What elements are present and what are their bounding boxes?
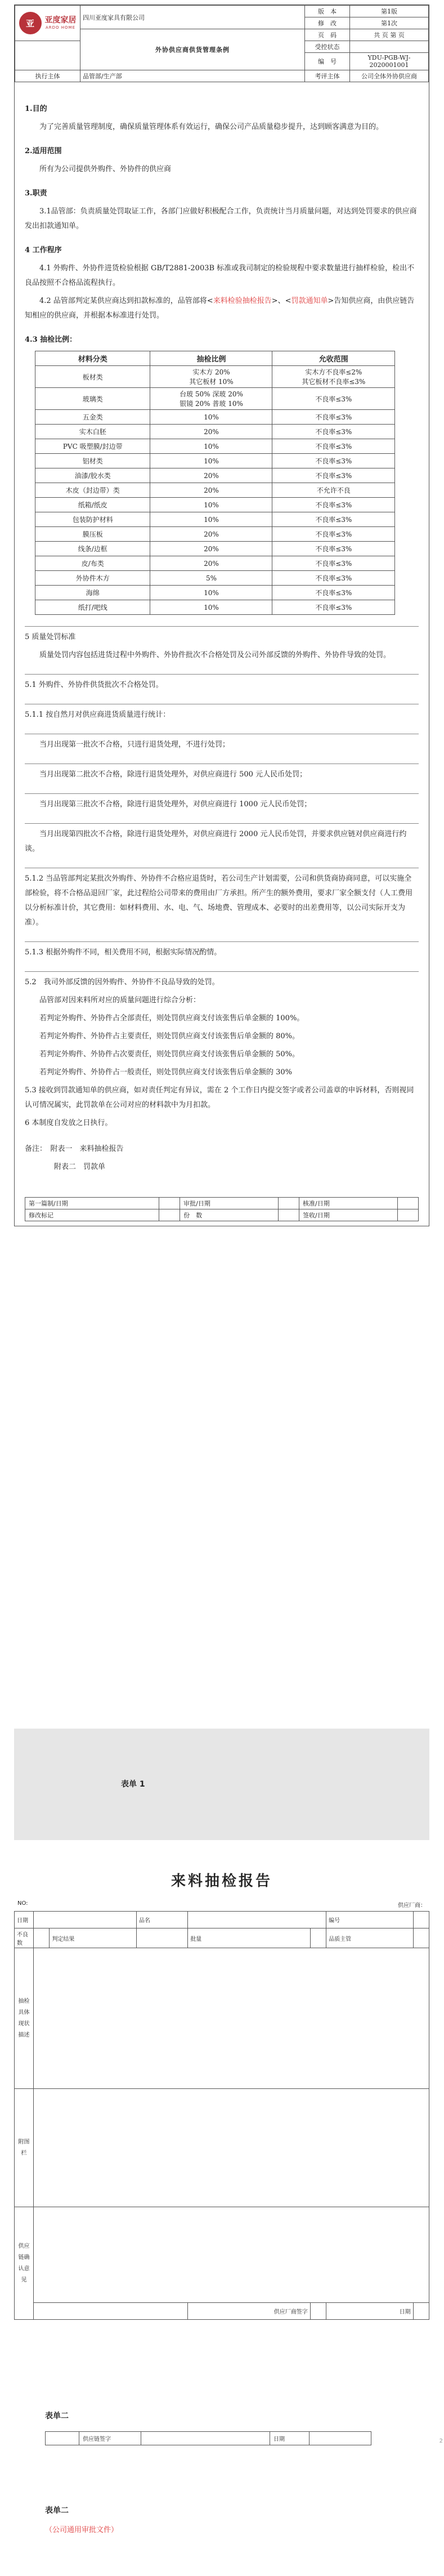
table-cell-cat: 油漆/胶水类 (35, 468, 150, 483)
table-cell-ratio: 台玻 50% 深玻 20% 银镜 20% 普玻 10% (150, 388, 272, 410)
supply-chain-sign-field[interactable] (141, 2432, 270, 2445)
text-part: >告知供应商，由供应链告知相应的供应商，并根据本标准进行处罚。 (25, 297, 415, 320)
divider (25, 823, 419, 824)
table-row (35, 498, 395, 512)
section-text: 5.1.3 根据外购件不同，相关费用不同，根据实际情况酌情。 (25, 948, 222, 957)
footer-cell: 核准/日期 (299, 1198, 398, 1209)
table-cell-ratio: 20% (150, 527, 272, 542)
sampling-ratio-table (35, 351, 395, 615)
section-text: 若判定外购件、外协件占次要责任，则处罚供应商支付该张售后单金额的 50%。 (39, 1050, 300, 1059)
approval-document-link[interactable]: （公司通用审批文件） (45, 2526, 119, 2534)
meta-value (350, 41, 429, 53)
meta-value: 第1次 (350, 17, 429, 29)
footer-cell: 第一篇制/日期 (25, 1198, 159, 1209)
text-part: >、< (271, 297, 291, 305)
table-row (35, 425, 395, 439)
fine-notice-link[interactable]: 罚款通知单 (291, 297, 328, 305)
report-title: 来料抽检报告 (171, 1873, 272, 1890)
table-cell-accept: 不良率≤3% (272, 542, 395, 556)
table-cell-ratio: 10% (150, 439, 272, 454)
assess-value: 公司全体外协供应商 (350, 70, 429, 82)
approval-footer (25, 1197, 419, 1221)
report-cell: 判定结果 (50, 1928, 136, 1948)
section-text: 3.1品管部：负责质量处罚取证工作，各部门应做好积极配合工作，负责统计当月质量问题，对达到处罚要求的供应商发出扣款通知单。 (25, 207, 417, 230)
report-meta (14, 1900, 429, 1911)
meta-value: 第1版 (350, 6, 429, 17)
section-title: 1.目的 (25, 105, 47, 113)
meta-key: 版 本 (305, 6, 350, 17)
date-field[interactable] (413, 2303, 429, 2320)
table-row (35, 600, 395, 615)
sign-cell (46, 2432, 79, 2445)
report-cell: 品质主管 (326, 1928, 413, 1948)
table-cell-ratio: 20% (150, 542, 272, 556)
table-cell-accept: 不良率≤3% (272, 454, 395, 468)
table-cell-cat: 膜压板 (35, 527, 150, 542)
section-text: 4.1 外购件、外协件进货检验根据 GB/T2881-2003B 标准或我司制定的检验规程中要求数量进行抽样检验，检出不良品按照不合格品流程执行。 (25, 264, 415, 287)
section-title: 2.适用范围 (25, 147, 62, 155)
page-edge-mark: 2 (439, 2438, 443, 2444)
supply-chain-sign-label: 供应链签字 (79, 2432, 141, 2445)
table-cell-ratio: 10% (150, 410, 272, 425)
report-input-cell[interactable] (310, 1928, 326, 1948)
table-cell-ratio: 10% (150, 498, 272, 512)
meta-value: 共 页 第 页 (350, 29, 429, 41)
section-title: 4 工作程序 (25, 246, 62, 255)
regulation-document (14, 5, 429, 1226)
form-3-label: 表单二 (45, 2506, 69, 2515)
exec-value: 品管部/生产部 (80, 70, 305, 82)
footer-cell: 份 数 (180, 1209, 279, 1221)
table-row (35, 454, 395, 468)
section-text: 所有为公司提供外购件、外协件的供应商 (39, 165, 172, 173)
table-cell-ratio: 10% (150, 454, 272, 468)
meta-key: 修 改 (305, 17, 350, 29)
table-cell-accept: 不良率≤3% (272, 410, 395, 425)
inspection-report-link[interactable]: 来料检验抽检报告 (213, 297, 272, 305)
table-row (35, 542, 395, 556)
table-row (35, 556, 395, 571)
exec-label: 执行主体 (15, 70, 80, 82)
logo-name: 亚度家居 (44, 16, 77, 25)
image-area[interactable] (34, 2089, 429, 2207)
section-text: 当月出现第三批次不合格，除进行退货处理外，对供应商进行 1000 元人民币处罚； (39, 800, 312, 809)
table-cell-cat: 木皮（封边带）类 (35, 483, 150, 498)
table-row (35, 571, 395, 586)
table-cell-accept: 不良率≤3% (272, 468, 395, 483)
column-header: 抽检比例 (150, 351, 272, 366)
divider (25, 941, 419, 942)
report-cell: 批量 (188, 1928, 311, 1948)
section-text: 当月出现第二批次不合格，除进行退货处理外，对供应商进行 500 元人民币处罚； (39, 770, 307, 779)
footer-cell: 审批/日期 (180, 1198, 279, 1209)
divider (25, 793, 419, 794)
form-1-label: 表单 1 (121, 1780, 145, 1789)
footer-cell (397, 1209, 418, 1221)
logo-cell (15, 6, 80, 41)
date-field[interactable] (310, 2432, 371, 2445)
supplier-sign-label: 供应厂商签字 (188, 2303, 311, 2320)
section-text: 5.1.1 按自然月对供应商进货质量进行统计： (25, 711, 171, 719)
table-row (35, 586, 395, 600)
description-label: 抽检具体现状描述 (15, 1948, 34, 2089)
table-cell-ratio: 5% (150, 571, 272, 586)
image-section-label: 附图栏 (15, 2089, 34, 2207)
table-cell-accept: 不良率≤3% (272, 388, 395, 410)
table-cell-accept: 不良率≤3% (272, 586, 395, 600)
report-table (14, 1911, 429, 2320)
section-text: 若判定外购件、外协件占主要责任，则处罚供应商支付该张售后单金额的 80%。 (39, 1032, 300, 1041)
supplier-label: 供应厂商： (398, 1903, 426, 1909)
table-cell-cat: 皮/布类 (35, 556, 150, 571)
divider (25, 971, 419, 972)
supply-chain-opinion-area[interactable] (34, 2207, 429, 2303)
section-text: 6 本制度自发放之日执行。 (25, 1119, 113, 1127)
report-sign-spacer (34, 2303, 188, 2320)
table-cell-accept: 不良率≤3% (272, 571, 395, 586)
meta-value: YDU-PGB-WJ-2020001001 (350, 53, 429, 70)
table-cell-cat: 铝材类 (35, 454, 150, 468)
report-cell: 品名 (136, 1912, 187, 1928)
meta-key: 受控状态 (305, 41, 350, 53)
divider (25, 626, 419, 627)
section-title: 4.3 抽检比例： (25, 336, 77, 344)
supply-chain-sign-table (45, 2431, 371, 2445)
section-text: 若判定外购件、外协件占一般责任，则处罚供应商支付该张售后单金额的 30% (39, 1068, 293, 1077)
logo-spacer (15, 41, 80, 70)
sampling-table-body (35, 366, 395, 615)
table-cell-accept: 不良率≤3% (272, 527, 395, 542)
column-header: 允收范围 (272, 351, 395, 366)
footer-cell: 修改标记 (25, 1209, 159, 1221)
company-name: 四川亚度家具有限公司 (80, 6, 305, 29)
footer-cell: 签收/日期 (299, 1209, 398, 1221)
report-input-cell[interactable] (188, 1912, 326, 1928)
table-cell-ratio: 10% (150, 600, 272, 615)
company-logo (19, 12, 77, 34)
table-cell-ratio: 20% (150, 556, 272, 571)
logo-mark-icon: 亚 (19, 12, 42, 34)
table-row (35, 366, 395, 388)
footer-cell (278, 1209, 299, 1221)
date-label: 日期 (326, 2303, 413, 2320)
section-text: 5.3 接收到罚款通知单的供应商，如对责任判定有异议，需在 2 个工作日内提交签字或者公司盖章的申诉材料，否则视同认可情况属实，此罚款单在公司对应的材料款中为月扣款。 (25, 1086, 414, 1109)
table-cell-ratio: 20% (150, 483, 272, 498)
footer-cell (159, 1198, 180, 1209)
divider (25, 674, 419, 675)
table-cell-cat: 玻璃类 (35, 388, 150, 410)
table-cell-accept: 不良率≤3% (272, 556, 395, 571)
table-cell-cat: 纸箱/纸皮 (35, 498, 150, 512)
table-cell-ratio: 10% (150, 512, 272, 527)
section-text: 当月出现第四批次不合格，除进行退货处理外，对供应商进行 2000 元人民币处罚，并要求供应链对供应商进行约谈。 (25, 830, 407, 853)
table-cell-cat: 板材类 (35, 366, 150, 388)
section-title: 3.职责 (25, 189, 47, 198)
date-label: 日期 (270, 2432, 310, 2445)
form-1-band (14, 1729, 429, 1840)
section-text: 质量处罚内容包括进货过程中外购件、外协件批次不合格处罚及公司外部反馈的外购件、外协件导致的处罚。 (39, 651, 391, 659)
table-cell-accept: 不允许不良 (272, 483, 395, 498)
inspection-report (14, 1869, 429, 2320)
table-cell-accept: 不良率≤3% (272, 498, 395, 512)
appendix-text: 附表二 罚款单 (54, 1163, 106, 1171)
table-row (35, 388, 395, 410)
section-text: 5.1 外购件、外协件供货批次不合格处罚。 (25, 681, 163, 689)
table-cell-ratio: 实木方 20% 其它板材 10% (150, 366, 272, 388)
table-cell-ratio: 20% (150, 468, 272, 483)
section-title: 5 质量处罚标准 (25, 633, 76, 641)
remark-text: 备注： 附表一 来料抽检报告 (25, 1145, 124, 1153)
footer-cell (159, 1209, 180, 1221)
table-cell-ratio: 10% (150, 586, 272, 600)
section-text: 若判定外购件、外协件占全部责任，则处罚供应商支付该张售后单金额的 100%。 (39, 1014, 304, 1023)
table-cell-cat: 线条/边框 (35, 542, 150, 556)
section-text: 5.1.2 当品管部判定某批次外购件、外协件不合格应退货时，若公司生产计划需要，公司和供货商协商同意，可以实施全部检验，将不合格品退回厂家，此过程给公司带来的费用由厂方承担。所产生的额外费用，要求厂家全额支付（人工费用以分析标准计价，其它费用：如材料费用、水、电、气、场地费、管理成本、必要时的出差费用等，以公司实际开支为准）。 (25, 874, 413, 927)
report-input-cell[interactable] (413, 1928, 429, 1948)
table-cell-cat: 外协件木方 (35, 571, 150, 586)
table-row (35, 483, 395, 498)
table-cell-cat: 海绵 (35, 586, 150, 600)
logo-subtitle: ARDO HOME (45, 25, 75, 30)
table-cell-cat: 包装防护材料 (35, 512, 150, 527)
table-cell-ratio: 20% (150, 425, 272, 439)
section-text-4-2 (25, 294, 419, 323)
report-input-cell[interactable] (34, 1928, 50, 1948)
table-row (35, 468, 395, 483)
section-text: 为了完善质量管理制度，确保质量管理体系有效运行，确保公司产品质量稳步提升，达到顾客满意为目的。 (39, 123, 384, 131)
table-cell-accept: 不良率≤3% (272, 439, 395, 454)
section-text: 品管部对因来料所对应的质量问题进行综合分析： (39, 996, 201, 1004)
table-cell-accept: 不良率≤3% (272, 425, 395, 439)
table-cell-accept: 不良率≤3% (272, 512, 395, 527)
table-cell-cat: PVC 吸塑膜/封边带 (35, 439, 150, 454)
report-input-cell[interactable] (413, 1912, 429, 1928)
column-header: 材料分类 (35, 351, 150, 366)
table-row (35, 527, 395, 542)
report-cell: 日期 (15, 1912, 34, 1928)
assess-label: 考评主体 (305, 70, 350, 82)
table-cell-accept: 不良率≤3% (272, 600, 395, 615)
document-title: 外协供应商供货管理条例 (80, 29, 305, 70)
description-area[interactable] (34, 1948, 429, 2089)
table-cell-cat: 五金类 (35, 410, 150, 425)
report-input-cell[interactable] (34, 1912, 137, 1928)
supply-chain-label: 供应链确认意见 (15, 2207, 34, 2320)
report-cell: 编号 (326, 1912, 413, 1928)
table-row (35, 439, 395, 454)
table-row (35, 512, 395, 527)
meta-key: 编 号 (305, 53, 350, 70)
supplier-sign-field[interactable] (310, 2303, 326, 2320)
meta-key: 页 码 (305, 29, 350, 41)
table-cell-cat: 纸打/吧线 (35, 600, 150, 615)
report-input-cell[interactable] (136, 1928, 187, 1948)
table-cell-accept: 实木方不良率≤2% 其它板材不良率≤3% (272, 366, 395, 388)
footer-cell (397, 1198, 418, 1209)
table-cell-cat: 实木白胚 (35, 425, 150, 439)
report-cell: 不良数 (15, 1928, 34, 1948)
footer-cell (278, 1198, 299, 1209)
document-body (15, 82, 429, 1226)
table-row (35, 410, 395, 425)
section-text: 当月出现第一批次不合格，只进行退货处理，不进行处罚； (39, 740, 230, 749)
text-part: 4.2 品管部判定某供应商达到扣款标准的，品管部将< (39, 297, 213, 305)
document-header (15, 5, 429, 82)
form-2-label: 表单二 (45, 2412, 69, 2421)
report-number-label: NO: (17, 1900, 28, 1907)
section-text: 5.2 我司外部反馈的因外购件、外协件不良品导致的处罚。 (25, 978, 219, 986)
